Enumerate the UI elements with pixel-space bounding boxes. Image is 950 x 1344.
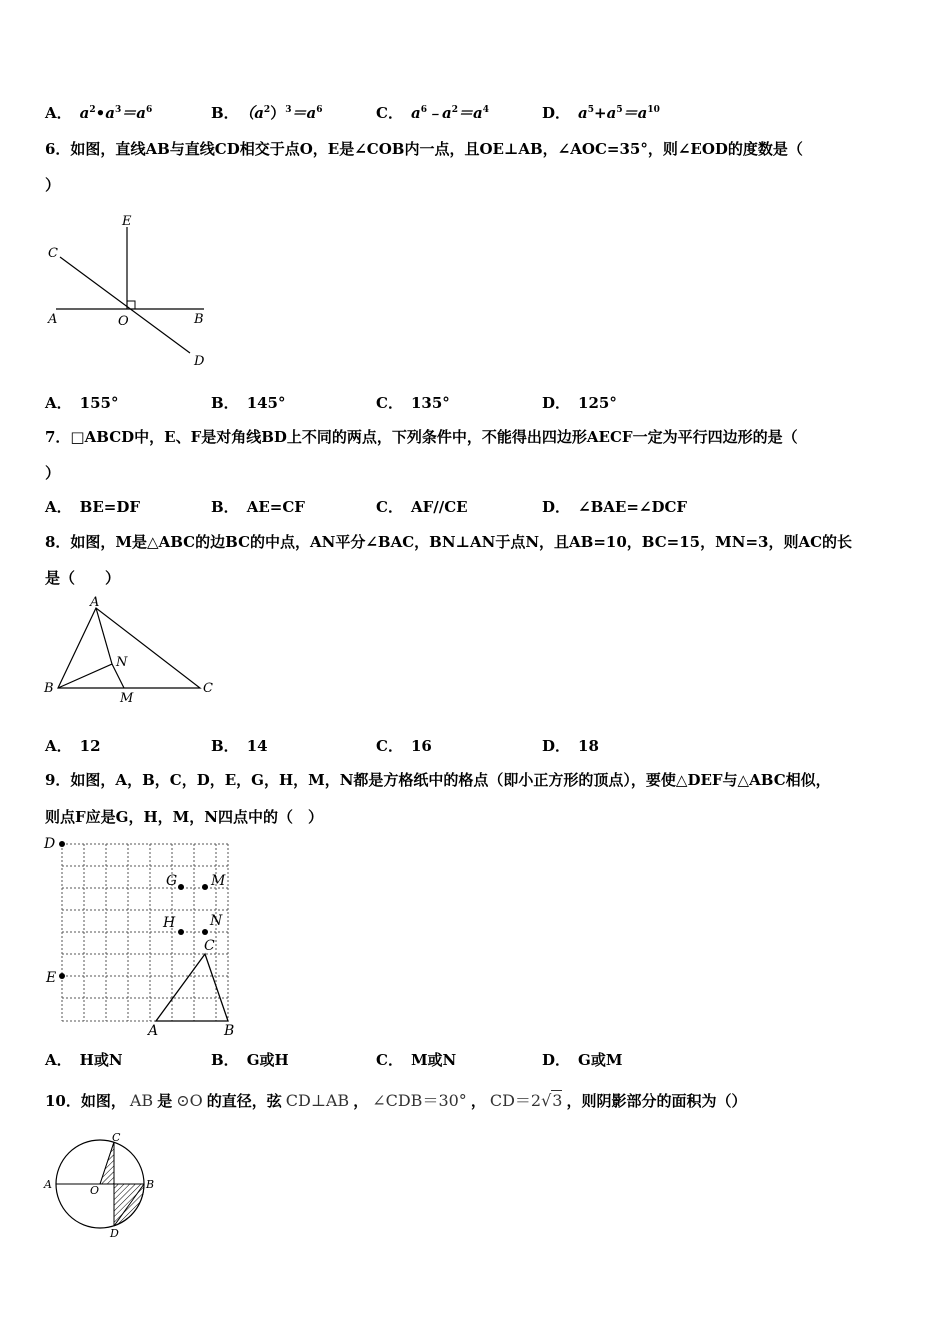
label-b: B	[44, 681, 54, 696]
q8-option-c[interactable]: C． 16	[376, 737, 432, 755]
q6-option-c[interactable]: C． 135°	[376, 394, 450, 412]
triangle-abc	[156, 954, 228, 1021]
q5-option-c[interactable]: C． $a^6﹣a^2=a^4$	[376, 104, 489, 122]
point-d	[59, 841, 65, 847]
q9-stem-line2: 则点F应是G，H，M，N四点中的（ ）	[45, 808, 323, 826]
label-b: B	[194, 312, 204, 327]
q9-option-d[interactable]: D． G或M	[542, 1051, 623, 1069]
line-cd	[60, 257, 190, 353]
q8-option-b[interactable]: B． 14	[211, 737, 268, 755]
label-g: G	[166, 873, 178, 889]
q9-option-c[interactable]: C． M或N	[376, 1051, 457, 1069]
label-b: B	[146, 1178, 155, 1191]
triangle-abc	[58, 608, 200, 688]
q7-stem-line2: ）	[45, 464, 61, 482]
point-g	[178, 884, 184, 890]
q10-figure	[40, 1132, 160, 1237]
label-e: E	[122, 214, 132, 229]
label-d: D	[44, 836, 56, 852]
q5-option-d[interactable]: D． $a^5+a^5=a^{10}$	[542, 104, 660, 122]
q8-stem-line2: 是（ ）	[45, 569, 121, 587]
label-b: B	[224, 1023, 235, 1039]
label-m: M	[211, 873, 226, 889]
q8-stem-line1: 8．如图，M是△ABC的边BC的中点，AN平分∠BAC，BN⊥AN于点N，且AB=10，BC=15，MN=3，则AC的长	[45, 533, 853, 551]
point-m	[202, 884, 208, 890]
q9-stem-line1: 9．如图，A，B，C，D，E，G，H，M，N都是方格纸中的格点（即小正方形的顶点），要使△DEF与△ABC相似，	[45, 771, 831, 789]
q5-option-a[interactable]: A． $a^2•a^3=a^6$	[45, 104, 153, 122]
q8-option-a[interactable]: A． 12	[45, 737, 101, 755]
label-e: E	[46, 970, 57, 986]
label-c: C	[48, 246, 58, 261]
label-a: A	[90, 595, 100, 610]
label-m: M	[120, 691, 134, 706]
label-c: C	[204, 938, 215, 954]
q7-stem-line1: 7．□ABCD中，E、F是对角线BD上不同的两点，下列条件中，不能得出四边形AECF一定为平行四边形的是（	[45, 428, 798, 446]
label-a: A	[48, 312, 58, 327]
label-d: D	[110, 1227, 119, 1237]
q8-option-d[interactable]: D． 18	[542, 737, 599, 755]
q9-option-a[interactable]: A． H或N	[45, 1051, 123, 1069]
q7-option-c[interactable]: C． AF//CE	[376, 498, 468, 516]
label-o: O	[90, 1184, 100, 1197]
label-a: A	[44, 1178, 52, 1191]
q6-option-a[interactable]: A． 155°	[45, 394, 119, 412]
segment-a-n-b	[58, 608, 112, 688]
q9-figure	[40, 832, 240, 1040]
q5-option-b[interactable]: B． $(a^2)^3=a^6$	[211, 104, 323, 122]
q6-stem-line2: ）	[45, 176, 61, 194]
q8-figure	[40, 592, 225, 712]
q6-stem-line1: 6．如图，直线AB与直线CD相交于点O，E是∠COB内一点，且OE⊥AB，∠AOC=35°，则∠EOD的度数是（	[45, 140, 803, 158]
label-c: C	[203, 681, 213, 696]
q7-option-b[interactable]: B． AE=CF	[211, 498, 305, 516]
label-d: D	[194, 354, 205, 369]
label-n: N	[116, 655, 128, 670]
point-n	[202, 929, 208, 935]
q6-option-d[interactable]: D． 125°	[542, 394, 617, 412]
q10-stem: 10．如图， AB 是 ⊙O 的直径，弦 CD⊥AB ， ∠CDB＝30° ， CD＝2√3 ，则阴影部分的面积为（）	[45, 1091, 747, 1110]
q6-option-b[interactable]: B． 145°	[211, 394, 286, 412]
label-h: H	[163, 915, 176, 931]
label-c: C	[112, 1132, 121, 1144]
q7-option-a[interactable]: A． BE=DF	[45, 498, 140, 516]
label-n: N	[210, 913, 223, 929]
point-h	[178, 929, 184, 935]
q7-option-d[interactable]: D． ∠BAE=∠DCF	[542, 498, 688, 516]
q6-figure	[40, 205, 220, 375]
point-e	[59, 973, 65, 979]
q9-option-b[interactable]: B． G或H	[211, 1051, 289, 1069]
label-o: O	[118, 314, 129, 329]
label-a: A	[148, 1023, 159, 1039]
